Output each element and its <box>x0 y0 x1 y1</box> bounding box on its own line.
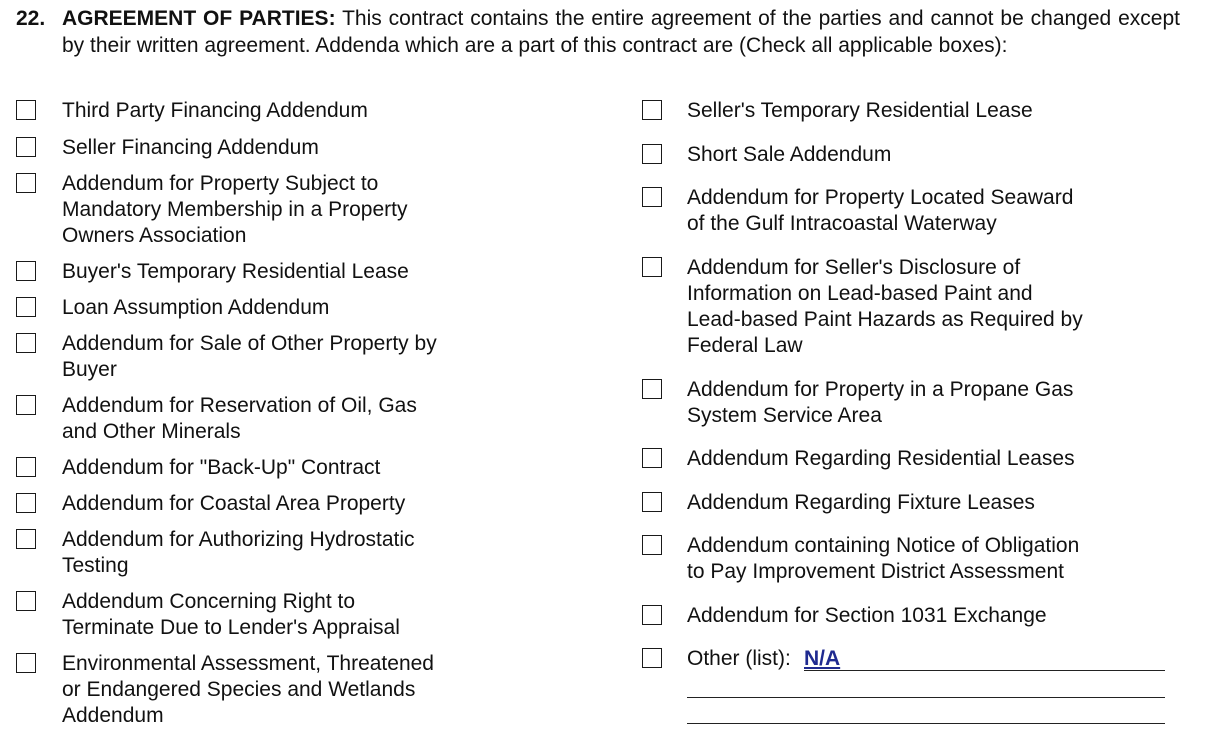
section-intro: This contract contains the entire agreement of the parties and cannot be changed except by their written agreement. Addenda which are a part of this contract are (Check all applicable boxes): <box>62 7 1180 57</box>
other-list-line-2[interactable] <box>687 697 1165 698</box>
right-checkbox-1[interactable] <box>642 100 662 120</box>
label-line: Addendum for Seller's Disclosure of <box>687 256 1021 279</box>
label-line: Addendum for Property Located Seaward <box>687 186 1074 209</box>
left-checkbox-5[interactable] <box>16 297 36 317</box>
other-list-line-3[interactable] <box>687 723 1165 724</box>
label-line: Seller Financing Addendum <box>62 136 319 159</box>
label-line: Terminate Due to Lender's Appraisal <box>62 616 400 639</box>
left-addendum-label-6 <box>62 331 437 383</box>
left-addendum-label-4 <box>62 259 409 285</box>
other-list-value[interactable]: N/A <box>804 647 841 670</box>
right-checkbox-6[interactable] <box>642 448 662 468</box>
left-addendum-label-3 <box>62 171 408 249</box>
right-addendum-label-6 <box>687 446 1075 472</box>
left-checkbox-3[interactable] <box>16 173 36 193</box>
label-line: Environmental Assessment, Threatened <box>62 652 434 675</box>
label-line: Addendum for "Back-Up" Contract <box>62 456 381 479</box>
label-line: Buyer <box>62 358 117 381</box>
right-checkbox-3[interactable] <box>642 187 662 207</box>
label-line: Seller's Temporary Residential Lease <box>687 99 1033 122</box>
left-addendum-label-5 <box>62 295 329 321</box>
right-addendum-label-1 <box>687 98 1033 124</box>
left-addendum-label-2 <box>62 135 319 161</box>
right-addendum-label-3 <box>687 185 1073 237</box>
label-line: Loan Assumption Addendum <box>62 296 330 319</box>
left-addendum-label-8 <box>62 455 380 481</box>
label-line: Addendum Regarding Residential Leases <box>687 447 1075 470</box>
label-line: Buyer's Temporary Residential Lease <box>62 260 409 283</box>
left-checkbox-10[interactable] <box>16 529 36 549</box>
label-line: Addendum for Property Subject to <box>62 172 379 195</box>
label-line: Federal Law <box>687 334 803 357</box>
left-checkbox-9[interactable] <box>16 493 36 513</box>
right-addendum-label-7 <box>687 490 1035 516</box>
label-line: Addendum Regarding Fixture Leases <box>687 491 1035 514</box>
label-line: Testing <box>62 554 129 577</box>
section-intro-block <box>62 6 1180 59</box>
left-addendum-label-10 <box>62 527 415 579</box>
label-line: System Service Area <box>687 404 882 427</box>
left-checkbox-6[interactable] <box>16 333 36 353</box>
right-addendum-label-8 <box>687 533 1079 585</box>
label-line: to Pay Improvement District Assessment <box>687 560 1064 583</box>
label-line: Lead-based Paint Hazards as Required by <box>687 308 1083 331</box>
section-title: AGREEMENT OF PARTIES: <box>62 7 336 30</box>
label-line: Addendum for Authorizing Hydrostatic <box>62 528 415 551</box>
right-addendum-label-4 <box>687 255 1083 359</box>
other-list-line-1[interactable] <box>804 670 1165 671</box>
left-checkbox-7[interactable] <box>16 395 36 415</box>
left-checkbox-8[interactable] <box>16 457 36 477</box>
right-addendum-label-5 <box>687 377 1073 429</box>
label-line: Addendum containing Notice of Obligation <box>687 534 1080 557</box>
right-checkbox-8[interactable] <box>642 535 662 555</box>
right-checkbox-2[interactable] <box>642 144 662 164</box>
right-addendum-label-9 <box>687 603 1047 629</box>
left-checkbox-4[interactable] <box>16 261 36 281</box>
label-line: or Endangered Species and Wetlands <box>62 678 416 701</box>
left-addendum-label-9 <box>62 491 405 517</box>
left-addendum-label-1 <box>62 98 368 124</box>
right-addendum-label-10 <box>687 646 791 672</box>
label-line: Addendum for Coastal Area Property <box>62 492 406 515</box>
right-checkbox-7[interactable] <box>642 492 662 512</box>
label-line: and Other Minerals <box>62 420 241 443</box>
label-line: Other (list): <box>687 647 791 670</box>
right-addendum-label-2 <box>687 142 891 168</box>
label-line: Addendum <box>62 704 164 727</box>
label-line: Addendum for Section 1031 Exchange <box>687 604 1047 627</box>
section-number: 22. <box>16 7 46 30</box>
right-checkbox-10[interactable] <box>642 648 662 668</box>
left-addendum-label-12 <box>62 651 434 729</box>
right-checkbox-9[interactable] <box>642 605 662 625</box>
label-line: Mandatory Membership in a Property <box>62 198 408 221</box>
label-line: Addendum for Sale of Other Property by <box>62 332 437 355</box>
left-checkbox-1[interactable] <box>16 100 36 120</box>
label-line: Owners Association <box>62 224 247 247</box>
label-line: Addendum for Property in a Propane Gas <box>687 378 1074 401</box>
section-heading <box>16 6 1180 59</box>
right-checkbox-5[interactable] <box>642 379 662 399</box>
left-checkbox-11[interactable] <box>16 591 36 611</box>
left-checkbox-2[interactable] <box>16 137 36 157</box>
left-checkbox-12[interactable] <box>16 653 36 673</box>
label-line: Information on Lead-based Paint and <box>687 282 1033 305</box>
right-checkbox-4[interactable] <box>642 257 662 277</box>
left-addendum-label-11 <box>62 589 400 641</box>
label-line: Short Sale Addendum <box>687 143 892 166</box>
left-addendum-label-7 <box>62 393 417 445</box>
label-line: Addendum for Reservation of Oil, Gas <box>62 394 417 417</box>
label-line: of the Gulf Intracoastal Waterway <box>687 212 997 235</box>
label-line: Addendum Concerning Right to <box>62 590 356 613</box>
label-line: Third Party Financing Addendum <box>62 99 368 122</box>
